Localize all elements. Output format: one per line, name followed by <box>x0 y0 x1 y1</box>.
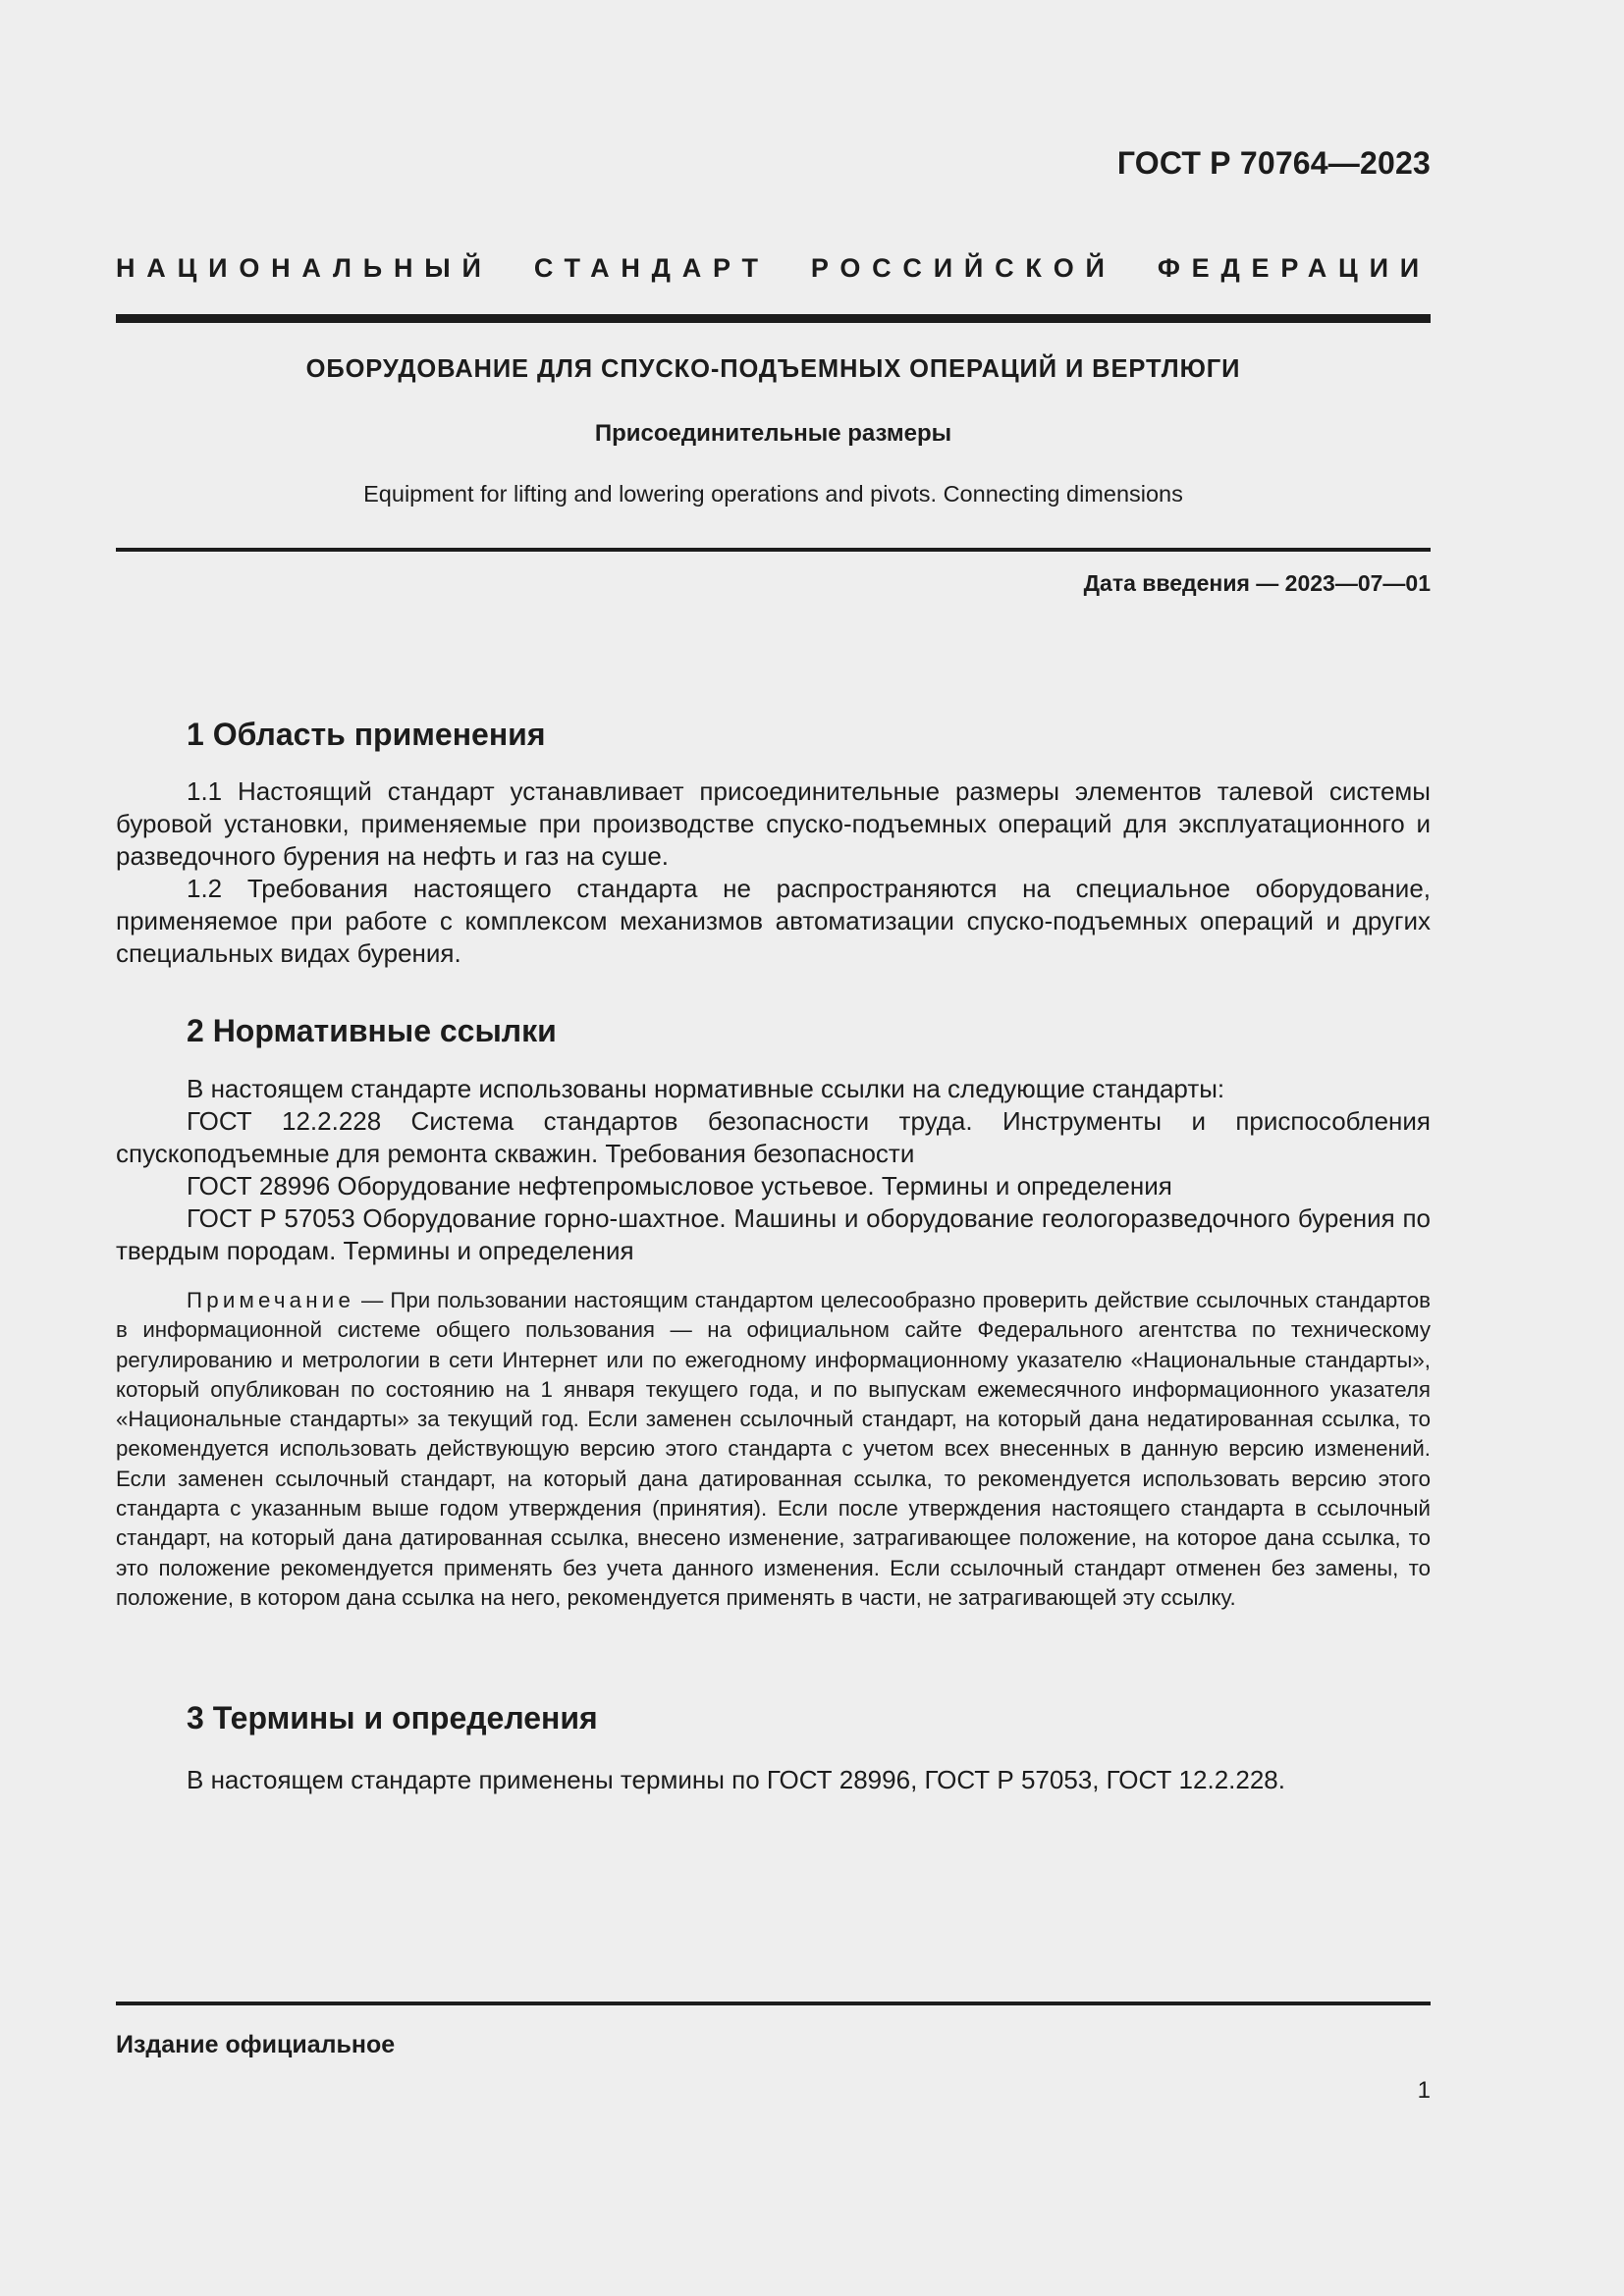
reference-gost-r-57053: ГОСТ Р 57053 Оборудование горно-шахтное. Машины и оборудование геологоразведочного бурения по твердым породам. Термины и определения <box>116 1203 1431 1265</box>
national-standard-banner: НАЦИОНАЛЬНЫЙ СТАНДАРТ РОССИЙСКОЙ ФЕДЕРАЦИИ <box>116 253 1431 283</box>
section-1-paragraph-2: 1.2 Требования настоящего стандарта не распространяются на специальное оборудование, применяемое при работе с комплексом механизмов автоматизации спуско-подъемных операций и других специальных видах бурения. <box>116 874 1431 968</box>
title-divider <box>116 548 1431 552</box>
document-page <box>116 0 1431 2296</box>
reference-gost-12-2-228: ГОСТ 12.2.228 Система стандартов безопасности труда. Инструменты и приспособления спускоподъемные для ремонта скважин. Требования безопасности <box>116 1106 1431 1168</box>
section-2-heading: 2 Нормативные ссылки <box>187 1013 557 1048</box>
section-1-paragraph-1: 1.1 Настоящий стандарт устанавливает присоединительные размеры элементов талевой системы буровой установки, применяемые при производстве спуско-подъемных операций для эксплуатационного и разведочного бурения на нефть и газ на суше. <box>116 776 1431 871</box>
official-edition-label: Издание официальное <box>116 2031 396 2058</box>
note-text: — При пользовании настоящим стандартом целесообразно проверить действие ссылочных стандартов в информационной системе общего пользования — на официальном сайте Федерального агентства по техническому регулированию и метрологии в сети Интернет или по ежегодному информационному указателю «Национальные стандарты», который опубликован по состоянию на 1 января текущего года, и по выпускам ежемесячного информационного указателя «Национальные стандарты» за текущий год. Если заменен ссылочный стандарт, на который дана недатированная ссылка, то рекомендуется использовать действующую версию этого стандарта с учетом всех внесенных в данную версию изменений. Если заменен ссылочный стандарт, на который дана датированная ссылка, то рекомендуется использовать версию этого стандарта с указанным выше годом утверждения (принятия). Если после утверждения настоящего стандарта в ссылочный стандарт, на который дана датированная ссылка, внесено изменение, затрагивающее положение, на которое дана ссылка, то это положение рекомендуется применять без учета данного изменения. Если ссылочный стандарт отменен без замены, то положение, в котором дана ссылка на него, рекомендуется применять в части, не затрагивающей эту ссылку. <box>116 1288 1431 1610</box>
section-1-heading: 1 Область применения <box>187 717 546 752</box>
document-subtitle: Присоединительные размеры <box>594 420 952 447</box>
section-2-note <box>116 1286 1431 1613</box>
section-3-paragraph-1: В настоящем стандарте применены термины по ГОСТ 28996, ГОСТ Р 57053, ГОСТ 12.2.228. <box>187 1765 1285 1794</box>
section-2-body <box>116 1073 1431 1267</box>
section-3-heading: 3 Термины и определения <box>187 1700 598 1735</box>
note-label: Примечание <box>187 1288 355 1312</box>
english-title: Equipment for lifting and lowering operations and pivots. Connecting dimensions <box>363 481 1183 507</box>
header-divider <box>116 314 1431 323</box>
page-number: 1 <box>1417 2077 1431 2104</box>
document-title: ОБОРУДОВАНИЕ ДЛЯ СПУСКО-ПОДЪЕМНЫХ ОПЕРАЦИЙ И ВЕРТЛЮГИ <box>305 355 1241 383</box>
reference-gost-28996: ГОСТ 28996 Оборудование нефтепромысловое устьевое. Термины и определения <box>187 1171 1172 1201</box>
section-2-paragraph-1: В настоящем стандарте использованы нормативные ссылки на следующие стандарты: <box>187 1074 1225 1103</box>
section-1-body <box>116 775 1431 970</box>
section-3-body <box>116 1764 1431 1796</box>
footer-divider <box>116 2002 1431 2005</box>
document-code: ГОСТ Р 70764—2023 <box>1116 145 1431 181</box>
introduction-date: Дата введения — 2023—07—01 <box>1083 570 1431 596</box>
